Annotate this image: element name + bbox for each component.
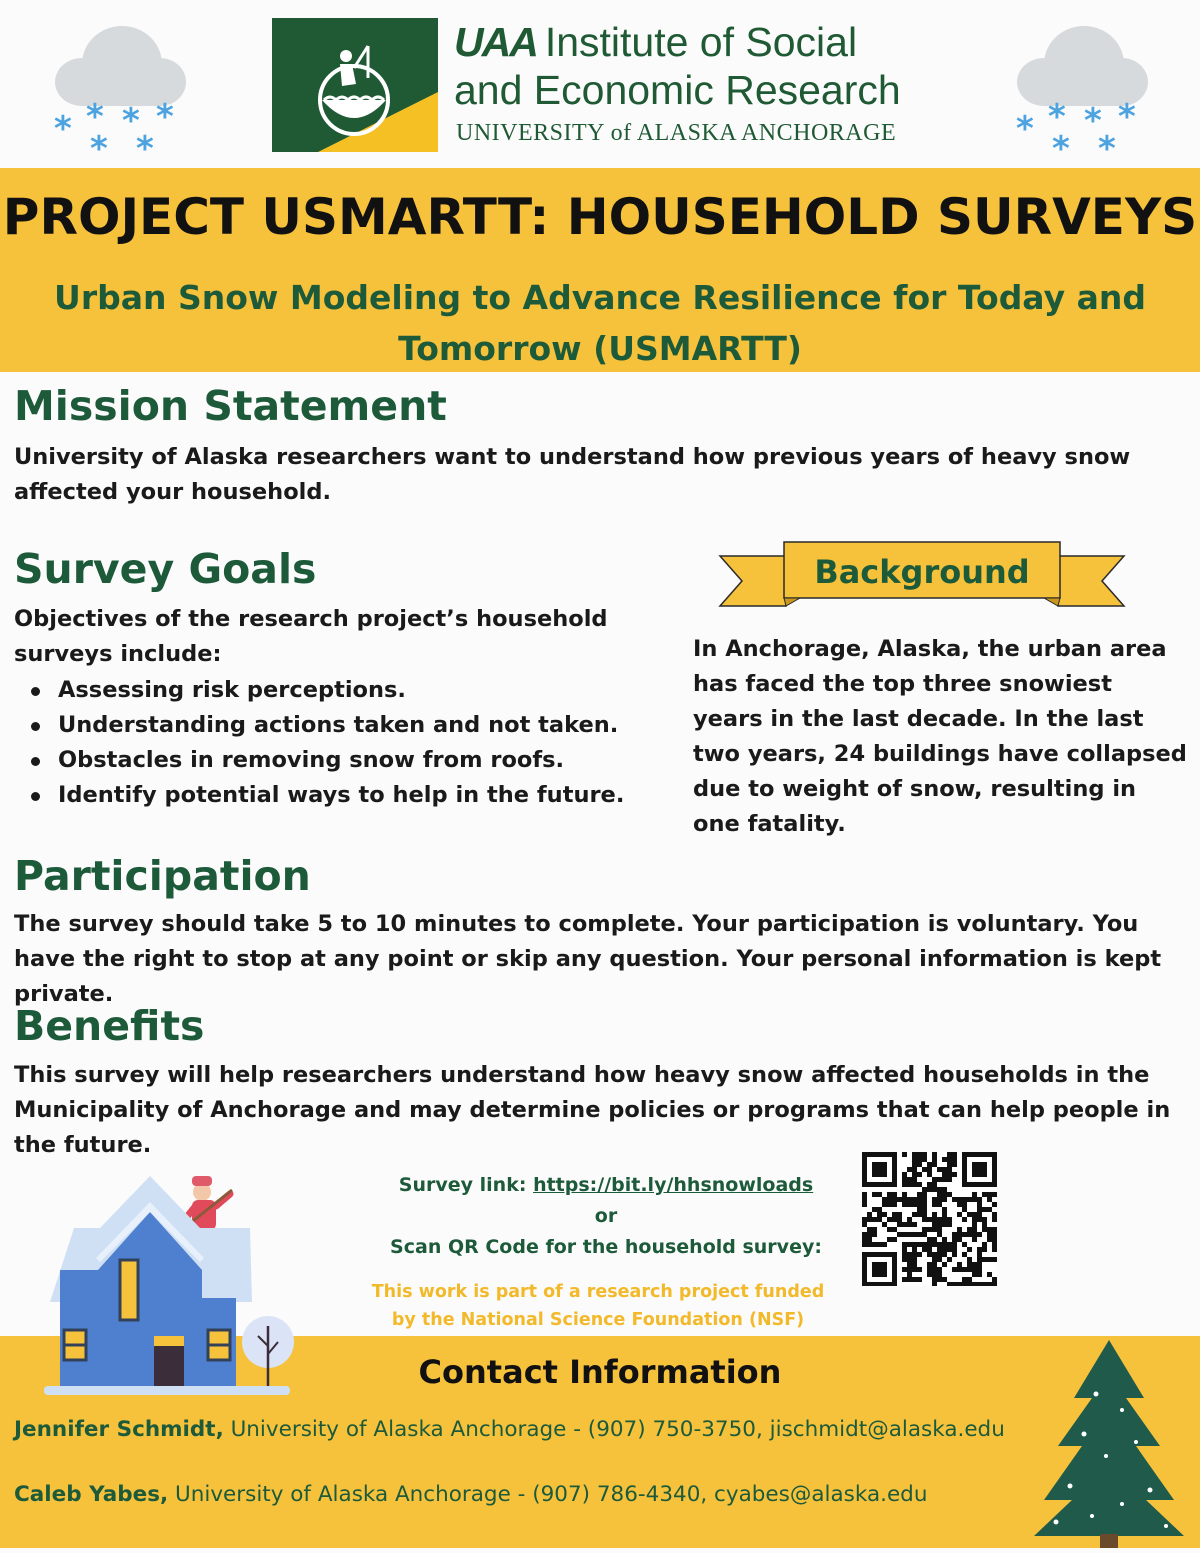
house-illustration-icon <box>40 1150 300 1400</box>
mission-heading: Mission Statement <box>14 382 447 430</box>
contact-name: Caleb Yabes, <box>14 1482 169 1507</box>
mission-text: University of Alaska researchers want to understand how previous years of heavy snow affected your household. <box>14 444 1131 505</box>
svg-text:*: * <box>90 129 108 156</box>
logo-title-line3: UNIVERSITY of ALASKA ANCHORAGE <box>456 120 897 146</box>
logo-line1-text: Institute of Social <box>544 19 858 65</box>
survey-link-label: Survey link: <box>398 1174 534 1196</box>
survey-link[interactable]: https://bit.ly/hhsnowloads <box>533 1174 814 1196</box>
survey-link-line <box>370 1174 842 1196</box>
contact-line <box>14 1482 927 1507</box>
svg-text:*: * <box>136 129 154 156</box>
goals-heading: Survey Goals <box>14 545 317 593</box>
funding-line1: This work is part of a research project funded <box>371 1282 825 1302</box>
logo-title-line1 <box>454 18 857 66</box>
svg-text:*: * <box>1084 101 1102 141</box>
background-text: In Anchorage, Alaska, the urban area has faced the top three snowiest years in the last decade. In the last two years, 24 buildings have collapsed due to weight of snow, resulting in one fatality. <box>693 636 1187 837</box>
contact-heading: Contact Information <box>418 1353 782 1391</box>
pine-tree-icon <box>1026 1336 1192 1550</box>
logo-mark: UAA <box>454 19 537 65</box>
benefits-text: This survey will help researchers understand how heavy snow affected households in the Municipality of Anchorage and may determine policies or programs that can help people in the future. <box>14 1062 1171 1158</box>
list-item: Assessing risk perceptions. <box>14 673 624 708</box>
contact-details: University of Alaska Anchorage - (907) 750-3750, jischmidt@alaska.edu <box>223 1417 1005 1442</box>
qr-label: Scan QR Code for the household survey: <box>390 1236 822 1258</box>
contact-name: Jennifer Schmidt, <box>14 1417 224 1442</box>
svg-text:*: * <box>1118 97 1136 137</box>
shield-logo-icon <box>306 38 406 138</box>
funding-line2: by the National Science Foundation (NSF) <box>391 1310 805 1330</box>
qr-code-icon[interactable] <box>862 1152 998 1286</box>
goals-list <box>14 673 624 813</box>
list-item: Identify potential ways to help in the future. <box>14 778 624 813</box>
background-heading: Background <box>814 553 1030 591</box>
goals-intro: Objectives of the research project’s household surveys include: <box>14 606 608 667</box>
svg-text:*: * <box>1048 97 1066 137</box>
participation-heading: Participation <box>14 852 311 900</box>
svg-text:*: * <box>1052 129 1070 156</box>
participation-text: The survey should take 5 to 10 minutes to complete. Your participation is voluntary. You have the right to stop at any point or skip any question. Your personal information is kept private. <box>14 911 1162 1007</box>
benefits-heading: Benefits <box>14 1002 205 1050</box>
svg-text:*: * <box>1098 129 1116 156</box>
page-title: PROJECT USMARTT: HOUSEHOLD SURVEYS <box>2 188 1198 246</box>
institute-logo <box>272 18 438 152</box>
funding-note <box>340 1278 856 1334</box>
svg-text:*: * <box>1016 109 1034 149</box>
page-subtitle: Urban Snow Modeling to Advance Resilience for Today and Tomorrow (USMARTT) <box>54 278 1146 368</box>
logo-title-line2: and Economic Research <box>454 67 901 113</box>
contact-details: University of Alaska Anchorage - (907) 786-4340, cyabes@alaska.edu <box>168 1482 928 1507</box>
list-item: Obstacles in removing snow from roofs. <box>14 743 624 778</box>
svg-text:*: * <box>86 97 104 137</box>
survey-or: or <box>594 1205 618 1227</box>
svg-text:*: * <box>156 97 174 137</box>
svg-text:*: * <box>54 109 72 149</box>
contact-line <box>14 1417 1005 1442</box>
list-item: Understanding actions taken and not taken. <box>14 708 624 743</box>
svg-text:*: * <box>122 101 140 141</box>
snow-cloud-icon-left <box>50 20 190 156</box>
snow-cloud-icon-right <box>1012 20 1152 156</box>
